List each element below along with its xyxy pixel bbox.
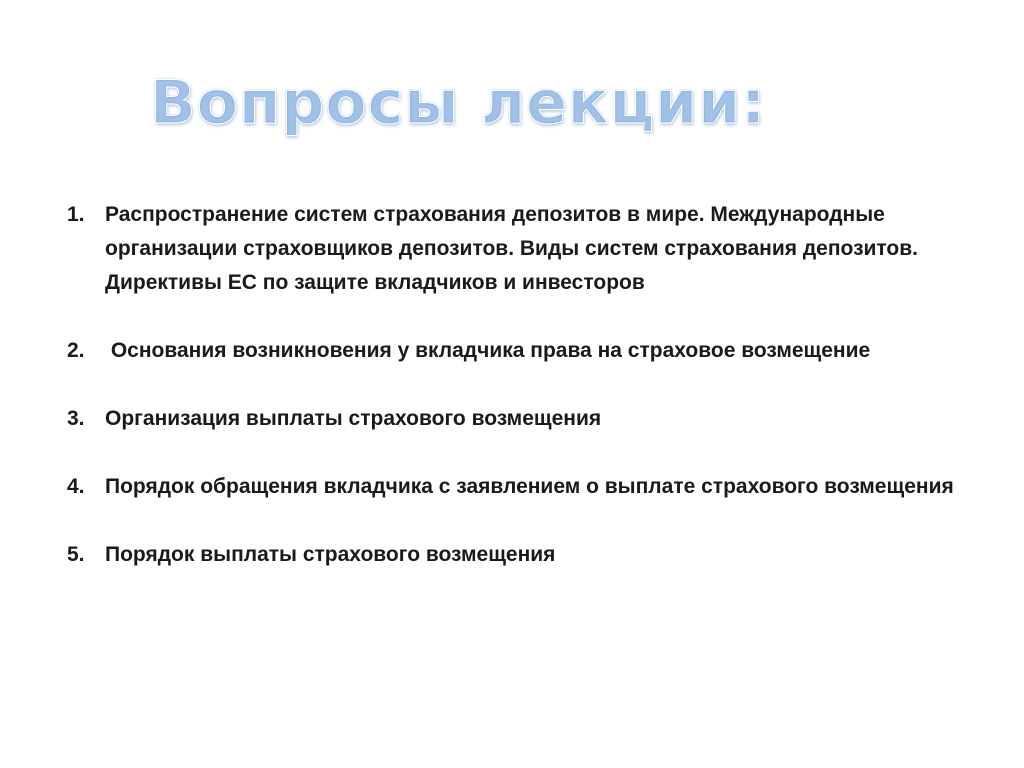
list-item (67, 538, 967, 572)
list-item-number: 2. (67, 339, 85, 362)
list-item-text: Основания возникновения у вкладчика права на страховое возмещение (105, 339, 871, 362)
list-item-number: 1. (67, 203, 85, 226)
list-item-text: Порядок выплаты страхового возмещения (105, 543, 556, 566)
list-item-text: Порядок обращения вкладчика с заявлением о выплате страхового возмещения (105, 475, 954, 498)
list-item (67, 334, 967, 368)
list-item (67, 198, 967, 300)
lecture-questions-list (67, 198, 967, 572)
list-item-number: 3. (67, 407, 85, 430)
list-item (67, 470, 967, 504)
list-item (67, 402, 967, 436)
list-item-number: 4. (67, 475, 85, 498)
list-item-text: Распространение систем страхования депозитов в мире. Международные организации страховщиков депозитов. Виды систем страхования депозитов. Директивы ЕС по защите вкладчиков и инвесторов (105, 203, 919, 294)
list-item-number: 5. (67, 543, 85, 566)
list-item-text: Организация выплаты страхового возмещения (105, 407, 602, 430)
slide-title: Вопросы лекции: (150, 58, 850, 148)
